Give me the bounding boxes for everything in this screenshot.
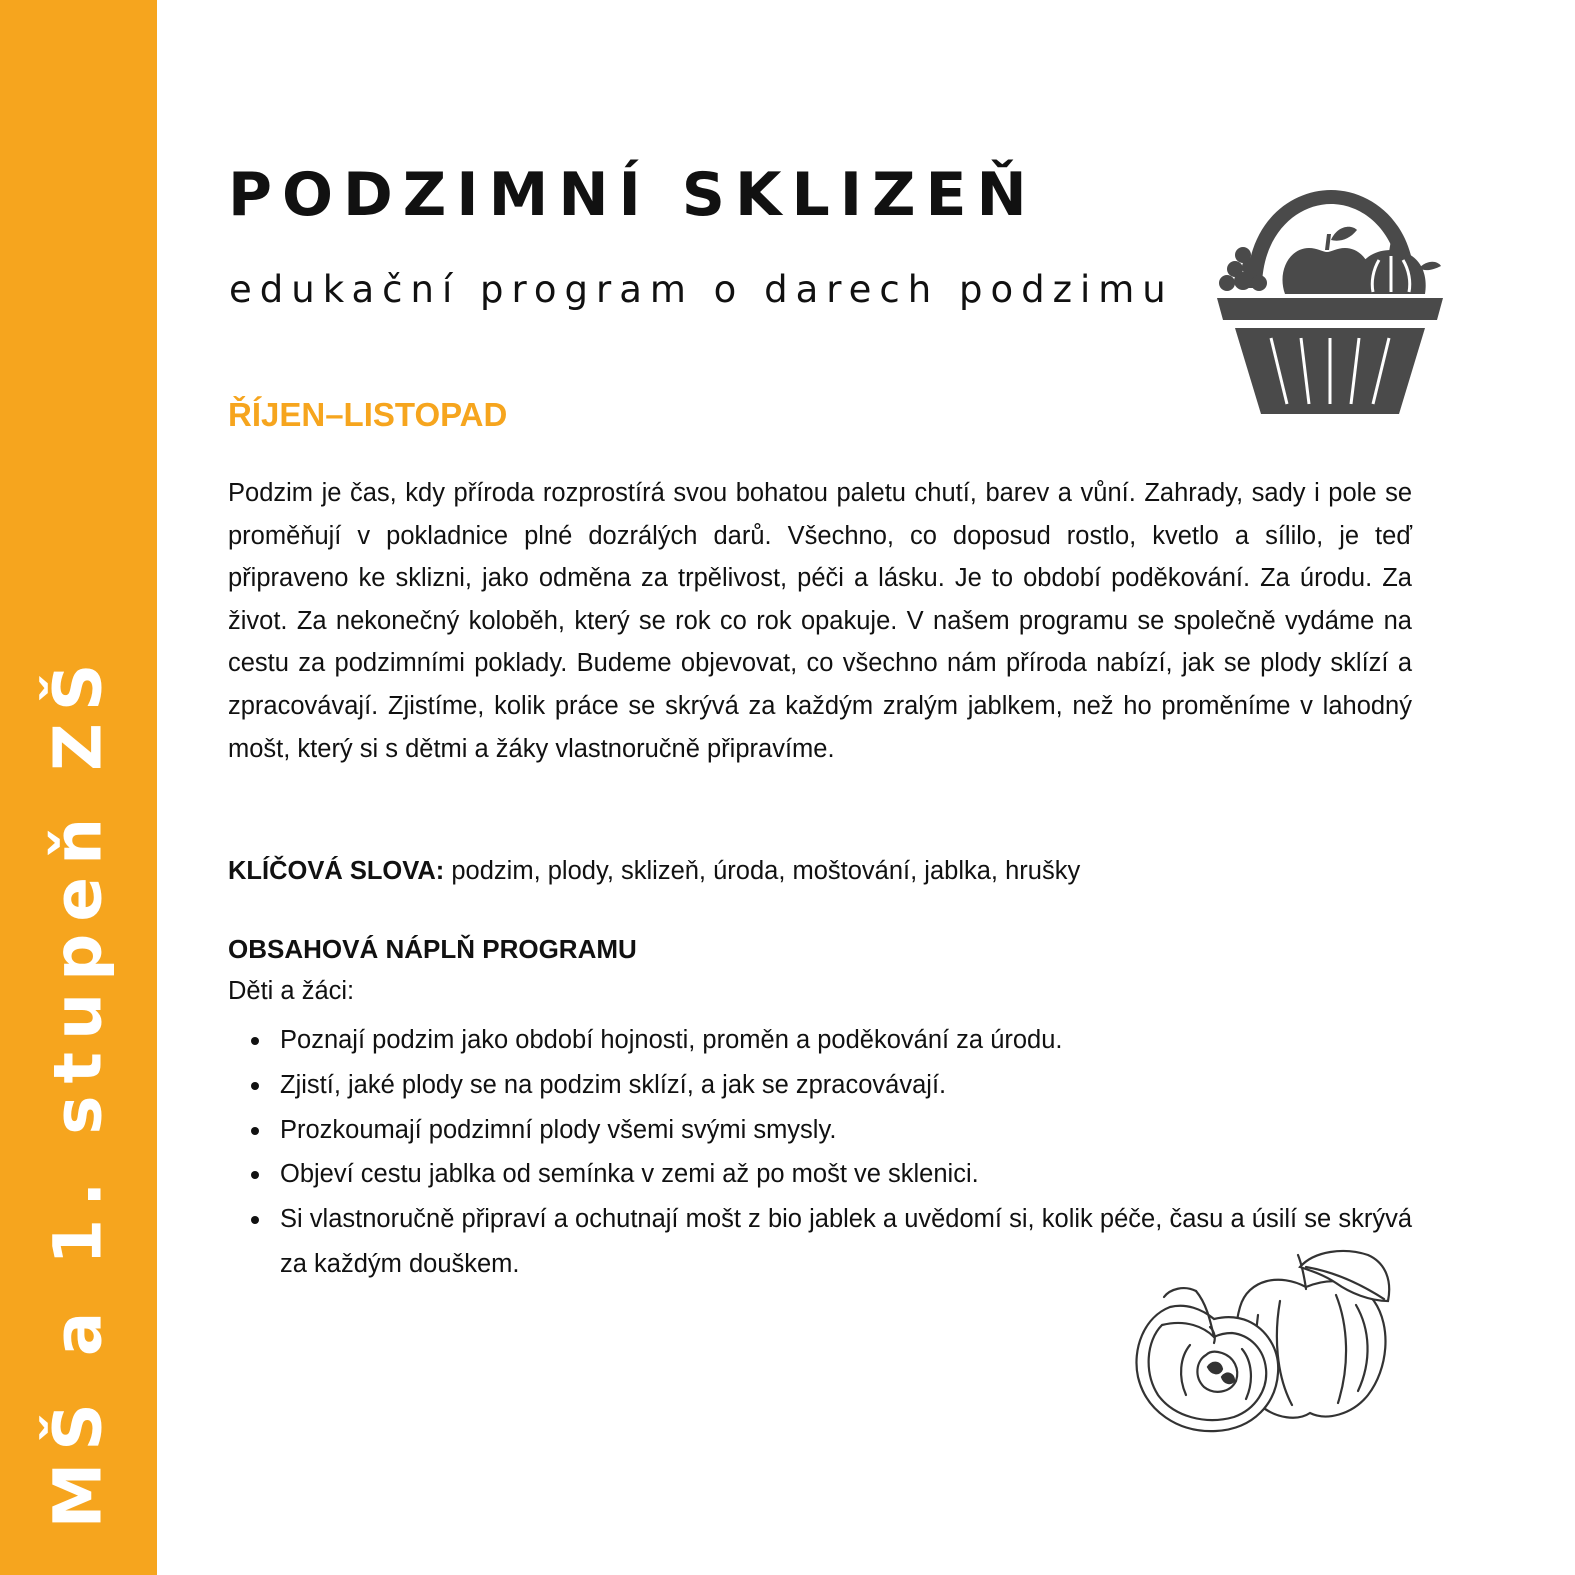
- content-heading: OBSAHOVÁ NÁPLŇ PROGRAMU: [228, 934, 637, 964]
- intro-paragraph: Podzim je čas, kdy příroda rozprostírá svou bohatou paletu chutí, barev a vůní. Zahrady, sady i pole se proměňují v pokladnice plné dozrálých darů. Všechno, co doposud rostlo, kvetlo a sílilo, je teď připraveno ke sklizni, jako odměna za trpělivost, péči a lásku. Je to období poděkování. Za úrodu. Za život. Za nekonečný koloběh, který se rok co rok opakuje. V našem programu se společně vydáme na cestu za podzimními poklady. Budeme objevovat, co všechno nám příroda nabízí, jak se plody sklízí a zpracovávají. Zjistíme, kolik práce se skrývá za každým zralým jablkem, než ho proměníme v lahodný mošt, který si s dětmi a žáky vlastnoručně připravíme.: [228, 479, 1412, 763]
- audience-text: Děti a žáci:: [228, 977, 355, 1005]
- keywords-line: [228, 851, 1412, 891]
- period-label: ŘÍJEN–LISTOPAD: [228, 396, 508, 433]
- apple-illustration-icon: [1130, 1245, 1395, 1445]
- keywords-text: podzim, plody, sklizeň, úroda, moštování, jablka, hrušky: [451, 857, 1081, 885]
- fruit-basket-icon: [1213, 186, 1447, 418]
- sidebar-band: [0, 0, 157, 1575]
- page-title: PODZIMNÍ SKLIZEŇ: [228, 160, 1037, 230]
- list-item: Poznají podzim jako období hojnosti, proměn a poděkování za úrodu.: [280, 1018, 1412, 1063]
- audience-label-vertical: MŠ a 1. stupeň ZŠ: [39, 651, 117, 1529]
- list-item: Si vlastnoručně připraví a ochutnají mošt z bio jablek a uvědomí si, kolik péče, času a úsilí se skrývá za každým douškem.: [280, 1197, 1412, 1287]
- list-item: Zjistí, jaké plody se na podzim sklízí, a jak se zpracovávají.: [280, 1063, 1412, 1108]
- list-item: Objeví cestu jablka od semínka v zemi až po mošt ve sklenici.: [280, 1152, 1412, 1197]
- keywords-label: KLÍČOVÁ SLOVA:: [228, 857, 445, 885]
- page-subtitle: edukační program o darech podzimu: [229, 268, 1174, 311]
- list-item: Prozkoumají podzimní plody všemi svými smysly.: [280, 1108, 1412, 1153]
